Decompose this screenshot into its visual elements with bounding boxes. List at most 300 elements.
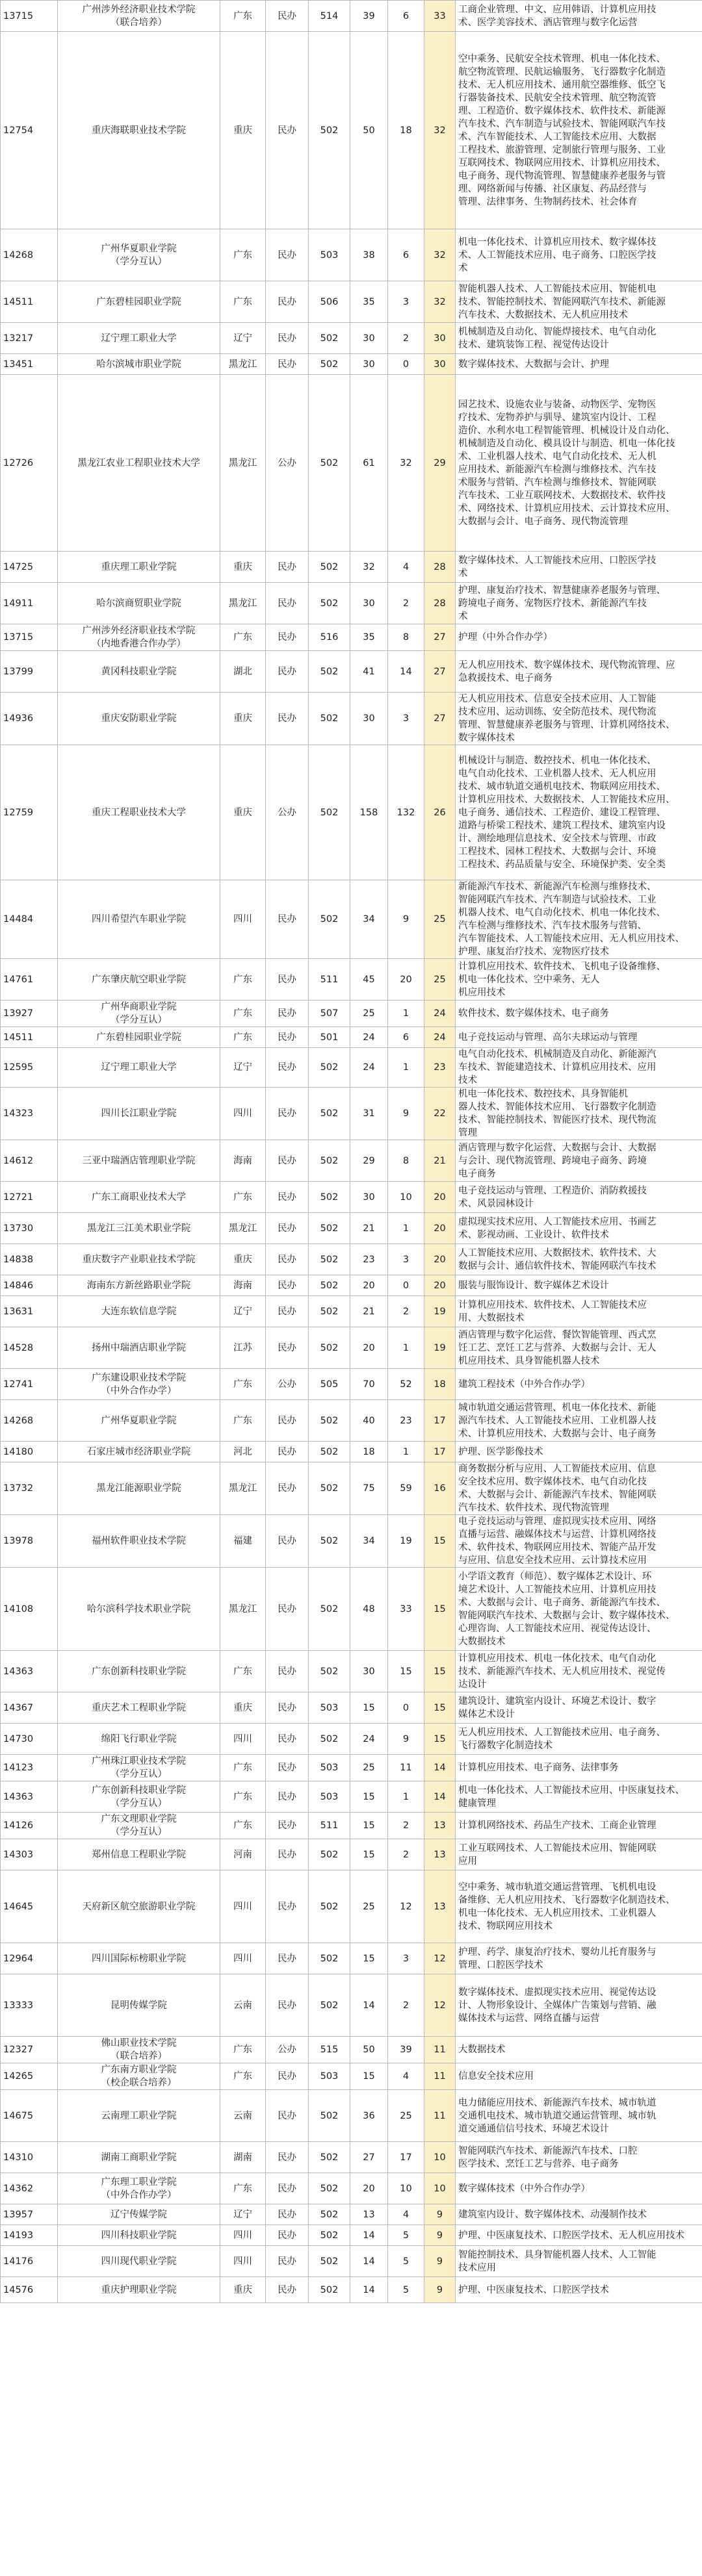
school-code-cell: 14838	[1, 1244, 58, 1275]
table-row	[1, 552, 702, 583]
school-name-cell: 重庆工程职业技术大学	[58, 745, 220, 880]
batch-code-cell: 502	[309, 1048, 350, 1088]
school-code-cell: 13927	[1, 1001, 58, 1027]
remaining-count-cell: 15	[424, 1692, 456, 1724]
remaining-count-cell: 15	[424, 1515, 456, 1568]
school-code-cell: 14123	[1, 1755, 58, 1781]
remaining-count-cell: 15	[424, 1724, 456, 1755]
admitted-count-cell: 5	[388, 2246, 424, 2277]
province-cell: 辽宁	[220, 2204, 266, 2225]
remaining-count-cell: 24	[424, 1027, 456, 1048]
school-code-cell: 14180	[1, 1442, 58, 1462]
plan-count-cell: 25	[350, 1755, 388, 1781]
plan-count-cell: 20	[350, 1327, 388, 1369]
table-row	[1, 32, 702, 229]
school-name-cell: 广州华商职业学院 （学分互认）	[58, 1001, 220, 1027]
school-type-cell: 民办	[266, 880, 309, 959]
admitted-count-cell: 23	[388, 1400, 424, 1442]
school-type-cell: 公办	[266, 1369, 309, 1400]
batch-code-cell: 502	[309, 2142, 350, 2173]
school-name-cell: 海南东方新丝路职业学院	[58, 1275, 220, 1296]
remaining-count-cell: 29	[424, 375, 456, 552]
major-list-cell: 小学语文教育（师范）、数字媒体艺术设计、环 境艺术设计、人工智能技术应用、计算机应用技 术、大数据与会计、电子商务、新能源汽车技术、 智能网联汽车技术、大数据与会计、数字媒体技术、 心理咨询、人工智能技术应用、视觉传达设计、 大数据技术	[456, 1568, 702, 1651]
table-row	[1, 1813, 702, 1839]
province-cell: 重庆	[220, 745, 266, 880]
school-name-cell: 广州涉外经济职业技术学院 （联合培养）	[58, 1, 220, 32]
plan-count-cell: 29	[350, 1140, 388, 1182]
school-type-cell: 民办	[266, 959, 309, 1001]
province-cell: 广东	[220, 2063, 266, 2090]
table-row	[1, 1462, 702, 1515]
school-type-cell: 民办	[266, 2246, 309, 2277]
admitted-count-cell: 0	[388, 354, 424, 375]
major-list-cell: 人工智能技术应用、大数据技术、软件技术、大 数据与会计、通信软件技术、智能网联汽车技术	[456, 1244, 702, 1275]
table-body	[1, 1, 702, 2303]
batch-code-cell: 507	[309, 1001, 350, 1027]
plan-count-cell: 30	[350, 1651, 388, 1692]
major-list-cell: 机械设计与制造、数控技术、机电一体化技术、 电气自动化技术、工业机器人技术、无人机应用 技术、城市轨道交通机电技术、物联网应用技术、 计算机应用技术、大数据技术、人工智能技术应用、 电子商务、通信技术、工程造价、建设工程管理、 道路与桥梁工程技术、建筑工程技术、建筑室内设 计、测绘地理信息技术、安全技术与管理、市政 工程技术、园林工程技术、大数据与会计、环境 工程技术、药品质量与安全、环境保护类、安全类	[456, 745, 702, 880]
plan-count-cell: 15	[350, 1692, 388, 1724]
plan-count-cell: 14	[350, 2225, 388, 2246]
remaining-count-cell: 12	[424, 1974, 456, 2037]
school-name-cell: 佛山职业技术学院 （联合培养）	[58, 2037, 220, 2063]
school-name-cell: 昆明传媒学院	[58, 1974, 220, 2037]
school-type-cell: 民办	[266, 1870, 309, 1943]
admitted-count-cell: 132	[388, 745, 424, 880]
school-code-cell: 13217	[1, 323, 58, 354]
admitted-count-cell: 3	[388, 281, 424, 323]
remaining-count-cell: 32	[424, 281, 456, 323]
admitted-count-cell: 1	[388, 1781, 424, 1813]
province-cell: 广东	[220, 1651, 266, 1692]
school-type-cell: 民办	[266, 323, 309, 354]
batch-code-cell: 503	[309, 1781, 350, 1813]
school-name-cell: 福州软件职业技术学院	[58, 1515, 220, 1568]
admitted-count-cell: 3	[388, 1244, 424, 1275]
table-row	[1, 880, 702, 959]
school-name-cell: 重庆安防职业学院	[58, 693, 220, 745]
province-cell: 海南	[220, 1140, 266, 1182]
major-list-cell: 电子竞技运动与管理、虚拟现实技术应用、网络 直播与运营、融媒体技术与运营、计算机网络技 术、软件技术、物联网应用技术、智能产品开发 与应用、信息安全技术应用、云计算技术应用	[456, 1515, 702, 1568]
admitted-count-cell: 2	[388, 323, 424, 354]
school-type-cell: 公办	[266, 2037, 309, 2063]
school-code-cell: 14761	[1, 959, 58, 1001]
admitted-count-cell: 12	[388, 1870, 424, 1943]
province-cell: 四川	[220, 2246, 266, 2277]
school-name-cell: 广州华夏职业学院	[58, 1400, 220, 1442]
remaining-count-cell: 9	[424, 2204, 456, 2225]
batch-code-cell: 502	[309, 1088, 350, 1140]
school-code-cell: 14265	[1, 2063, 58, 2090]
remaining-count-cell: 13	[424, 1870, 456, 1943]
province-cell: 云南	[220, 2090, 266, 2142]
table-row	[1, 1327, 702, 1369]
school-name-cell: 绵阳飞行职业学院	[58, 1724, 220, 1755]
major-list-cell: 空中乘务、城市轨道交通运营管理、飞机机电设 备维修、无人机应用技术、飞行器数字化制造技术、 机电一体化技术、无人机应用技术、工业机器人 技术、物联网应用技术	[456, 1870, 702, 1943]
province-cell: 辽宁	[220, 1048, 266, 1088]
province-cell: 广东	[220, 229, 266, 281]
table-row	[1, 1400, 702, 1442]
plan-count-cell: 27	[350, 2142, 388, 2173]
school-code-cell: 14323	[1, 1088, 58, 1140]
batch-code-cell: 511	[309, 1813, 350, 1839]
plan-count-cell: 50	[350, 2037, 388, 2063]
remaining-count-cell: 30	[424, 323, 456, 354]
major-list-cell: 计算机应用技术、软件技术、飞机电子设备维修、 机电一体化技术、空中乘务、无人 机应用技术	[456, 959, 702, 1001]
batch-code-cell: 502	[309, 1213, 350, 1244]
school-code-cell: 14363	[1, 1781, 58, 1813]
admitted-count-cell: 0	[388, 1275, 424, 1296]
school-code-cell: 12759	[1, 745, 58, 880]
batch-code-cell: 502	[309, 1515, 350, 1568]
school-name-cell: 四川希望汽车职业学院	[58, 880, 220, 959]
school-code-cell: 14108	[1, 1568, 58, 1651]
admitted-count-cell: 1	[388, 1213, 424, 1244]
remaining-count-cell: 27	[424, 651, 456, 693]
batch-code-cell: 502	[309, 1244, 350, 1275]
table-row	[1, 1692, 702, 1724]
batch-code-cell: 502	[309, 552, 350, 583]
remaining-count-cell: 24	[424, 1001, 456, 1027]
plan-count-cell: 21	[350, 1296, 388, 1327]
admitted-count-cell: 10	[388, 1182, 424, 1213]
school-type-cell: 民办	[266, 1813, 309, 1839]
province-cell: 黑龙江	[220, 1213, 266, 1244]
table-row	[1, 1724, 702, 1755]
school-type-cell: 民办	[266, 1462, 309, 1515]
school-name-cell: 重庆理工职业学院	[58, 552, 220, 583]
plan-count-cell: 25	[350, 1870, 388, 1943]
province-cell: 云南	[220, 1974, 266, 2037]
school-code-cell: 13732	[1, 1462, 58, 1515]
major-list-cell: 数字媒体技术、人工智能技术应用、口腔医学技 术	[456, 552, 702, 583]
batch-code-cell: 502	[309, 1400, 350, 1442]
table-row	[1, 2142, 702, 2173]
major-list-cell: 新能源汽车技术、新能源汽车检测与维修技术、 智能网联汽车技术、汽车制造与试验技术、工业 机器人技术、电气自动化技术、机电一体化技术、 汽车检测与维修技术、汽车技术服务与营销、 汽车智能技术、人工智能技术应用、无人机应用技术、 护理、康复治疗技术、宠物医疗技术	[456, 880, 702, 959]
plan-count-cell: 75	[350, 1462, 388, 1515]
school-type-cell: 民办	[266, 1048, 309, 1088]
plan-count-cell: 15	[350, 1839, 388, 1870]
table-row	[1, 1088, 702, 1140]
school-name-cell: 广东创新科技职业学院	[58, 1651, 220, 1692]
admitted-count-cell: 9	[388, 1088, 424, 1140]
school-type-cell: 民办	[266, 1275, 309, 1296]
school-code-cell: 13715	[1, 624, 58, 651]
remaining-count-cell: 27	[424, 624, 456, 651]
school-type-cell: 民办	[266, 1027, 309, 1048]
school-type-cell: 民办	[266, 1001, 309, 1027]
table-row	[1, 1870, 702, 1943]
school-name-cell: 黑龙江农业工程职业技术大学	[58, 375, 220, 552]
school-code-cell: 12726	[1, 375, 58, 552]
major-list-cell: 服装与服饰设计、数字媒体艺术设计	[456, 1275, 702, 1296]
school-code-cell: 14675	[1, 2090, 58, 2142]
table-row	[1, 745, 702, 880]
province-cell: 四川	[220, 1870, 266, 1943]
remaining-count-cell: 32	[424, 229, 456, 281]
major-list-cell: 护理、中医康复技术、口腔医学技术	[456, 2277, 702, 2303]
plan-count-cell: 70	[350, 1369, 388, 1400]
remaining-count-cell: 11	[424, 2063, 456, 2090]
province-cell: 广东	[220, 1369, 266, 1400]
remaining-count-cell: 26	[424, 745, 456, 880]
plan-count-cell: 34	[350, 1515, 388, 1568]
school-name-cell: 黑龙江能源职业学院	[58, 1462, 220, 1515]
school-type-cell: 民办	[266, 1088, 309, 1140]
major-list-cell: 建筑工程技术（中外合作办学）	[456, 1369, 702, 1400]
major-list-cell: 数字媒体技术（中外合作办学）	[456, 2173, 702, 2204]
major-list-cell: 机电一体化技术、数控技术、具身智能机 器人技术、智能体技术应用、飞行器数字化制造 技术、智能控制技术、智能医疗技术、现代物流 管理	[456, 1088, 702, 1140]
table-row	[1, 1275, 702, 1296]
remaining-count-cell: 9	[424, 2277, 456, 2303]
remaining-count-cell: 9	[424, 2246, 456, 2277]
province-cell: 广东	[220, 281, 266, 323]
batch-code-cell: 502	[309, 2204, 350, 2225]
plan-count-cell: 14	[350, 2246, 388, 2277]
major-list-cell: 无人机应用技术、信息安全技术应用、人工智能 技术应用、运动训练、安全防范技术、现代物流 管理、智慧健康养老服务与管理、计算机网络技术、 数字媒体技术	[456, 693, 702, 745]
school-code-cell: 13715	[1, 1, 58, 32]
table-row	[1, 1048, 702, 1088]
school-code-cell: 13978	[1, 1515, 58, 1568]
province-cell: 重庆	[220, 552, 266, 583]
table-row	[1, 1651, 702, 1692]
admitted-count-cell: 19	[388, 1515, 424, 1568]
remaining-count-cell: 17	[424, 1442, 456, 1462]
remaining-count-cell: 16	[424, 1462, 456, 1515]
remaining-count-cell: 11	[424, 2090, 456, 2142]
major-list-cell: 智能网联汽车技术、新能源汽车技术、口腔 医学技术、烹饪工艺与营养、电子商务	[456, 2142, 702, 2173]
school-type-cell: 公办	[266, 375, 309, 552]
major-list-cell: 数字媒体技术、虚拟现实技术应用、视觉传达设 计、人物形象设计、全媒体广告策划与营销、融 媒体技术与运营、网络直播与运营	[456, 1974, 702, 2037]
school-type-cell: 民办	[266, 1213, 309, 1244]
batch-code-cell: 502	[309, 1568, 350, 1651]
remaining-count-cell: 15	[424, 1568, 456, 1651]
table-row	[1, 1244, 702, 1275]
plan-count-cell: 20	[350, 2173, 388, 2204]
school-name-cell: 天府新区航空旅游职业学院	[58, 1870, 220, 1943]
admitted-count-cell: 32	[388, 375, 424, 552]
school-code-cell: 13730	[1, 1213, 58, 1244]
province-cell: 广东	[220, 2037, 266, 2063]
batch-code-cell: 502	[309, 1462, 350, 1515]
plan-count-cell: 36	[350, 2090, 388, 2142]
province-cell: 江苏	[220, 1327, 266, 1369]
table-row	[1, 1213, 702, 1244]
province-cell: 四川	[220, 1943, 266, 1974]
batch-code-cell: 502	[309, 880, 350, 959]
batch-code-cell: 515	[309, 2037, 350, 2063]
school-type-cell: 民办	[266, 2142, 309, 2173]
school-name-cell: 四川现代职业学院	[58, 2246, 220, 2277]
batch-code-cell: 502	[309, 1296, 350, 1327]
admitted-count-cell: 6	[388, 1027, 424, 1048]
school-name-cell: 广东理工职业学院 （中外合作办学）	[58, 2173, 220, 2204]
school-code-cell: 14363	[1, 1651, 58, 1692]
remaining-count-cell: 12	[424, 1943, 456, 1974]
school-code-cell: 14362	[1, 2173, 58, 2204]
school-name-cell: 广东文理职业学院 （学分互认）	[58, 1813, 220, 1839]
school-name-cell: 广东工商职业技术大学	[58, 1182, 220, 1213]
school-type-cell: 民办	[266, 1839, 309, 1870]
province-cell: 辽宁	[220, 1296, 266, 1327]
major-list-cell: 计算机网络技术、药品生产技术、工商企业管理	[456, 1813, 702, 1839]
school-type-cell: 民办	[266, 1140, 309, 1182]
batch-code-cell: 502	[309, 375, 350, 552]
batch-code-cell: 502	[309, 2225, 350, 2246]
major-list-cell: 园艺技术、设施农业与装备、动物医学、宠物医 疗技术、宠物养护与驯导、建筑室内设计、工程 造价、水利水电工程智能管理、机械设计及自动化、 机械制造及自动化、模具设计与制造、机电一体化技 术、工业机器人技术、电气自动化技术、无人机 应用技术、新能源汽车检测与维修技术、汽车技 术服务与营销、汽车检测与维修技术、智能网联 汽车技术、工业互联网技术、大数据技术、软件技 术、网络技术、计算机应用技术、云计算技术应用、 大数据与会计、电子商务、现代物流管理	[456, 375, 702, 552]
major-list-cell: 电气自动化技术、机械制造及自动化、新能源汽 车技术、智能建造技术、计算机应用技术、应用 技术	[456, 1048, 702, 1088]
plan-count-cell: 15	[350, 1943, 388, 1974]
table-row	[1, 1140, 702, 1182]
school-code-cell: 14911	[1, 583, 58, 624]
school-name-cell: 重庆海联职业技术学院	[58, 32, 220, 229]
admitted-count-cell: 15	[388, 1651, 424, 1692]
table-row	[1, 1442, 702, 1462]
school-code-cell: 14846	[1, 1275, 58, 1296]
batch-code-cell: 503	[309, 1755, 350, 1781]
table-row	[1, 1369, 702, 1400]
remaining-count-cell: 15	[424, 1651, 456, 1692]
school-name-cell: 重庆艺术工程职业学院	[58, 1692, 220, 1724]
province-cell: 福建	[220, 1515, 266, 1568]
batch-code-cell: 502	[309, 2173, 350, 2204]
province-cell: 黑龙江	[220, 1462, 266, 1515]
batch-code-cell: 502	[309, 745, 350, 880]
remaining-count-cell: 14	[424, 1755, 456, 1781]
province-cell: 广东	[220, 1, 266, 32]
remaining-count-cell: 25	[424, 959, 456, 1001]
major-list-cell: 商务数据分析与应用、人工智能技术应用、信息 安全技术应用、数字媒体技术、电气自动化技 术、大数据与会计、新能源汽车技术、智能网联 汽车技术、软件技术、现代物流管理	[456, 1462, 702, 1515]
school-type-cell: 民办	[266, 2204, 309, 2225]
major-list-cell: 机电一体化技术、计算机应用技术、数字媒体技 术、人工智能技术应用、电子商务、口腔医学技 术	[456, 229, 702, 281]
school-code-cell: 13799	[1, 651, 58, 693]
batch-code-cell: 502	[309, 1275, 350, 1296]
school-code-cell: 13957	[1, 2204, 58, 2225]
batch-code-cell: 502	[309, 1327, 350, 1369]
school-name-cell: 四川长江职业学院	[58, 1088, 220, 1140]
school-code-cell: 12741	[1, 1369, 58, 1400]
admitted-count-cell: 2	[388, 1974, 424, 2037]
major-list-cell: 城市轨道交通运营管理、机电一体化技术、新能 源汽车技术、人工智能技术应用、工业机器人技 术、计算机应用技术、大数据与会计、电子商务	[456, 1400, 702, 1442]
school-type-cell: 民办	[266, 1400, 309, 1442]
school-type-cell: 民办	[266, 1943, 309, 1974]
batch-code-cell: 502	[309, 1140, 350, 1182]
plan-count-cell: 23	[350, 1244, 388, 1275]
school-name-cell: 云南理工职业学院	[58, 2090, 220, 2142]
school-type-cell: 民办	[266, 1724, 309, 1755]
table-row	[1, 2037, 702, 2063]
batch-code-cell: 502	[309, 2090, 350, 2142]
table-row	[1, 1, 702, 32]
table-row	[1, 1839, 702, 1870]
plan-count-cell: 39	[350, 1, 388, 32]
school-name-cell: 广东碧桂园职业学院	[58, 281, 220, 323]
school-name-cell: 广东肇庆航空职业学院	[58, 959, 220, 1001]
remaining-count-cell: 20	[424, 1244, 456, 1275]
major-list-cell: 软件技术、数字媒体技术、电子商务	[456, 1001, 702, 1027]
province-cell: 广东	[220, 1755, 266, 1781]
batch-code-cell: 514	[309, 1, 350, 32]
table-row	[1, 1296, 702, 1327]
school-name-cell: 辽宁理工职业大学	[58, 1048, 220, 1088]
batch-code-cell: 502	[309, 2277, 350, 2303]
remaining-count-cell: 33	[424, 1, 456, 32]
plan-count-cell: 30	[350, 354, 388, 375]
plan-count-cell: 35	[350, 281, 388, 323]
plan-count-cell: 13	[350, 2204, 388, 2225]
school-code-cell: 14303	[1, 1839, 58, 1870]
school-name-cell: 哈尔滨城市职业学院	[58, 354, 220, 375]
major-list-cell: 无人机应用技术、数字媒体技术、现代物流管理、应 急救援技术、电子商务	[456, 651, 702, 693]
remaining-count-cell: 9	[424, 2225, 456, 2246]
province-cell: 黑龙江	[220, 583, 266, 624]
batch-code-cell: 511	[309, 959, 350, 1001]
school-code-cell: 13631	[1, 1296, 58, 1327]
plan-count-cell: 15	[350, 1813, 388, 1839]
batch-code-cell: 502	[309, 32, 350, 229]
province-cell: 湖南	[220, 2142, 266, 2173]
batch-code-cell: 503	[309, 1692, 350, 1724]
admitted-count-cell: 4	[388, 552, 424, 583]
province-cell: 重庆	[220, 1244, 266, 1275]
admitted-count-cell: 2	[388, 1839, 424, 1870]
school-code-cell: 14612	[1, 1140, 58, 1182]
batch-code-cell: 506	[309, 281, 350, 323]
admitted-count-cell: 59	[388, 1462, 424, 1515]
plan-count-cell: 30	[350, 1182, 388, 1213]
school-code-cell: 14725	[1, 552, 58, 583]
major-list-cell: 工商企业管理、中文、应用韩语、计算机应用技 术、医学美容技术、酒店管理与数字化运营	[456, 1, 702, 32]
school-code-cell: 14936	[1, 693, 58, 745]
major-list-cell: 机电一体化技术、人工智能技术应用、中医康复技术、 健康管理	[456, 1781, 702, 1813]
table-row	[1, 959, 702, 1001]
admitted-count-cell: 8	[388, 1140, 424, 1182]
batch-code-cell: 502	[309, 1724, 350, 1755]
batch-code-cell: 502	[309, 1974, 350, 2037]
school-code-cell: 13451	[1, 354, 58, 375]
school-name-cell: 黑龙江三江美术职业学院	[58, 1213, 220, 1244]
admitted-count-cell: 39	[388, 2037, 424, 2063]
remaining-count-cell: 13	[424, 1813, 456, 1839]
remaining-count-cell: 13	[424, 1839, 456, 1870]
remaining-count-cell: 28	[424, 583, 456, 624]
remaining-count-cell: 19	[424, 1327, 456, 1369]
admitted-count-cell: 2	[388, 1813, 424, 1839]
table-row	[1, 354, 702, 375]
major-list-cell: 无人机应用技术、人工智能技术应用、电子商务、 飞行器数字化制造技术	[456, 1724, 702, 1755]
plan-count-cell: 25	[350, 1001, 388, 1027]
major-list-cell: 大数据技术	[456, 2037, 702, 2063]
school-name-cell: 石家庄城市经济职业学院	[58, 1442, 220, 1462]
batch-code-cell: 502	[309, 354, 350, 375]
province-cell: 辽宁	[220, 323, 266, 354]
school-name-cell: 四川国际标榜职业学院	[58, 1943, 220, 1974]
province-cell: 四川	[220, 1088, 266, 1140]
major-list-cell: 护理、中医康复技术、口腔医学技术、无人机应用技术	[456, 2225, 702, 2246]
plan-count-cell: 15	[350, 1781, 388, 1813]
school-name-cell: 广东建设职业技术学院 （中外合作办学）	[58, 1369, 220, 1400]
school-code-cell: 12327	[1, 2037, 58, 2063]
school-name-cell: 重庆数字产业职业技术学院	[58, 1244, 220, 1275]
province-cell: 湖北	[220, 651, 266, 693]
admitted-count-cell: 6	[388, 229, 424, 281]
major-list-cell: 数字媒体技术、大数据与会计、护理	[456, 354, 702, 375]
school-name-cell: 大连东软信息学院	[58, 1296, 220, 1327]
province-cell: 海南	[220, 1275, 266, 1296]
major-list-cell: 计算机应用技术、电子商务、法律事务	[456, 1755, 702, 1781]
province-cell: 广东	[220, 1001, 266, 1027]
plan-count-cell: 20	[350, 1275, 388, 1296]
